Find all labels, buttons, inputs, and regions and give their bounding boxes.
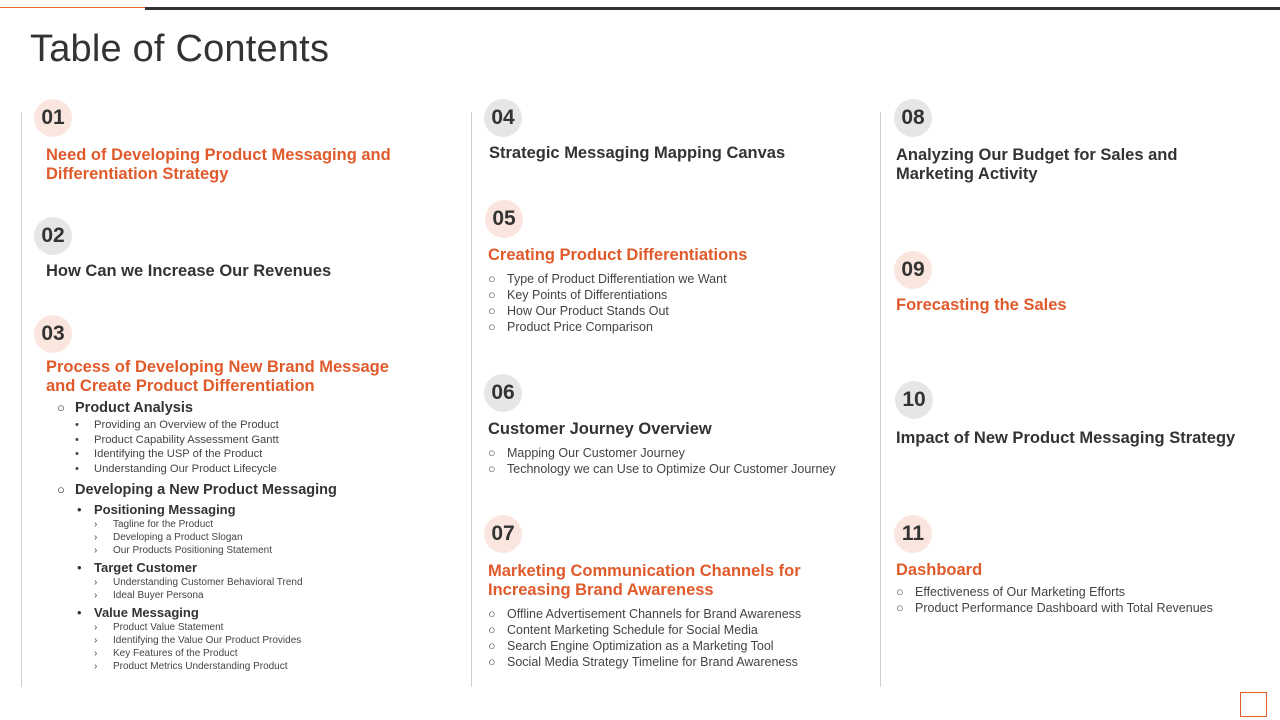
list-item-label: Effectiveness of Our Marketing Efforts bbox=[915, 585, 1126, 599]
list-item-label: Content Marketing Schedule for Social Media bbox=[507, 623, 758, 637]
circle-bullet-icon: ○ bbox=[488, 288, 496, 302]
list-item[interactable] bbox=[896, 600, 1213, 616]
list-item-label: Product Price Comparison bbox=[507, 320, 653, 334]
corner-square-decoration bbox=[1240, 692, 1267, 717]
list-item[interactable] bbox=[46, 544, 466, 557]
list-item[interactable] bbox=[46, 660, 466, 673]
chevron-right-icon: › bbox=[94, 648, 98, 659]
list-item-label: Ideal Buyer Persona bbox=[113, 590, 204, 601]
section-heading-11[interactable]: Dashboard bbox=[896, 561, 983, 579]
list-item[interactable] bbox=[46, 447, 466, 462]
top-accent-line bbox=[0, 7, 148, 8]
value-messaging-list bbox=[46, 621, 466, 673]
top-bar bbox=[145, 7, 1280, 10]
bullet-icon: • bbox=[77, 502, 82, 517]
section-05-list bbox=[488, 271, 727, 335]
subsection-label: Developing a New Product Messaging bbox=[75, 482, 337, 498]
circle-bullet-icon: ○ bbox=[57, 482, 65, 497]
circle-bullet-icon: ○ bbox=[488, 623, 496, 637]
circle-bullet-icon: ○ bbox=[488, 446, 496, 460]
product-analysis-list bbox=[46, 418, 466, 476]
list-item[interactable] bbox=[46, 531, 466, 544]
column-divider bbox=[21, 112, 22, 687]
section-heading-01[interactable]: Need of Developing Product Messaging and Differentiation Strategy bbox=[46, 146, 391, 183]
bullet-icon: • bbox=[77, 605, 82, 620]
target-customer-list bbox=[46, 576, 466, 602]
subgroup-label: Positioning Messaging bbox=[94, 502, 236, 517]
circle-bullet-icon: ○ bbox=[57, 400, 65, 415]
section-number-05: 05 bbox=[485, 200, 523, 238]
list-item-label: Identifying the USP of the Product bbox=[94, 448, 263, 460]
circle-bullet-icon: ○ bbox=[488, 607, 496, 621]
chevron-right-icon: › bbox=[94, 519, 98, 530]
list-item[interactable] bbox=[488, 271, 727, 287]
section-number-11: 11 bbox=[894, 515, 932, 553]
list-item-label: Product Performance Dashboard with Total Revenues bbox=[915, 601, 1213, 615]
section-07-list bbox=[488, 606, 801, 670]
section-number-01: 01 bbox=[34, 99, 72, 137]
list-item[interactable] bbox=[488, 461, 836, 477]
bullet-icon: • bbox=[77, 560, 82, 575]
chevron-right-icon: › bbox=[94, 532, 98, 543]
subgroup-positioning-messaging[interactable] bbox=[46, 502, 466, 518]
list-item[interactable] bbox=[488, 606, 801, 622]
list-item-label: Search Engine Optimization as a Marketing Tool bbox=[507, 639, 774, 653]
list-item-label: Offline Advertisement Channels for Brand Awareness bbox=[507, 607, 802, 621]
column-divider bbox=[880, 112, 881, 687]
list-item-label: Understanding Our Product Lifecycle bbox=[94, 462, 277, 475]
positioning-messaging-list bbox=[46, 518, 466, 557]
section-heading-04[interactable]: Strategic Messaging Mapping Canvas bbox=[489, 144, 786, 162]
circle-bullet-icon: ○ bbox=[488, 639, 496, 653]
section-heading-07[interactable]: Marketing Communication Channels for Increasing Brand Awareness bbox=[488, 562, 801, 599]
subgroup-label: Target Customer bbox=[94, 560, 198, 575]
list-item[interactable] bbox=[488, 287, 727, 303]
section-number-08: 08 bbox=[894, 99, 932, 137]
list-item-label: Our Products Positioning Statement bbox=[113, 545, 272, 556]
circle-bullet-icon: ○ bbox=[488, 304, 496, 318]
subgroup-target-customer[interactable] bbox=[46, 560, 466, 576]
bullet-icon: • bbox=[75, 433, 79, 446]
section-number-09: 09 bbox=[894, 251, 932, 289]
bullet-icon: • bbox=[75, 419, 79, 431]
section-number-04: 04 bbox=[484, 99, 522, 137]
list-item-label: Developing a Product Slogan bbox=[113, 532, 243, 543]
circle-bullet-icon: ○ bbox=[488, 320, 496, 334]
list-item[interactable] bbox=[488, 654, 801, 670]
list-item[interactable] bbox=[46, 589, 466, 602]
column-divider bbox=[471, 112, 472, 687]
list-item-label: Type of Product Differentiation we Want bbox=[507, 272, 727, 286]
section-heading-02[interactable]: How Can we Increase Our Revenues bbox=[46, 262, 332, 280]
list-item[interactable] bbox=[46, 418, 466, 433]
section-heading-10[interactable]: Impact of New Product Messaging Strategy bbox=[896, 429, 1236, 447]
list-item-label: Tagline for the Product bbox=[113, 519, 214, 530]
section-heading-03[interactable]: Process of Developing New Brand Message and Create Product Differentiation bbox=[46, 358, 389, 395]
list-item-label: Mapping Our Customer Journey bbox=[507, 446, 685, 460]
list-item[interactable] bbox=[488, 622, 801, 638]
list-item[interactable] bbox=[488, 638, 801, 654]
list-item[interactable] bbox=[488, 319, 727, 335]
bullet-icon: • bbox=[75, 462, 79, 475]
circle-bullet-icon: ○ bbox=[896, 601, 904, 615]
section-number-07: 07 bbox=[484, 515, 522, 553]
list-item-label: Product Metrics Understanding Product bbox=[113, 661, 288, 672]
list-item[interactable] bbox=[46, 576, 466, 589]
section-number-03: 03 bbox=[34, 315, 72, 353]
list-item-label: Product Value Statement bbox=[113, 622, 224, 633]
section-number-10: 10 bbox=[895, 381, 933, 419]
list-item-label: Product Capability Assessment Gantt bbox=[94, 433, 279, 446]
list-item-label: Providing an Overview of the Product bbox=[94, 419, 279, 431]
section-06-list bbox=[488, 445, 836, 477]
chevron-right-icon: › bbox=[94, 545, 98, 556]
section-number-02: 02 bbox=[34, 217, 72, 255]
circle-bullet-icon: ○ bbox=[896, 585, 904, 599]
section-heading-05[interactable]: Creating Product Differentiations bbox=[488, 246, 748, 264]
section-heading-08[interactable]: Analyzing Our Budget for Sales and Marketing Activity bbox=[896, 146, 1178, 183]
list-item-label: Understanding Customer Behavioral Trend bbox=[113, 577, 303, 588]
list-item[interactable] bbox=[46, 621, 466, 634]
subsection-product-analysis[interactable] bbox=[46, 399, 466, 417]
list-item-label: Social Media Strategy Timeline for Brand Awareness bbox=[507, 655, 798, 669]
circle-bullet-icon: ○ bbox=[488, 462, 496, 476]
circle-bullet-icon: ○ bbox=[488, 655, 496, 669]
section-11-list bbox=[896, 584, 1213, 616]
chevron-right-icon: › bbox=[94, 635, 98, 646]
subsection-developing-messaging[interactable] bbox=[46, 481, 466, 499]
section-heading-06[interactable]: Customer Journey Overview bbox=[488, 420, 712, 438]
subgroup-label: Value Messaging bbox=[94, 605, 199, 620]
subsection-label: Product Analysis bbox=[75, 400, 193, 416]
list-item[interactable] bbox=[896, 584, 1213, 600]
bullet-icon: • bbox=[75, 448, 79, 460]
chevron-right-icon: › bbox=[94, 590, 98, 601]
circle-bullet-icon: ○ bbox=[488, 272, 496, 286]
list-item[interactable] bbox=[488, 303, 727, 319]
list-item[interactable] bbox=[46, 634, 466, 647]
list-item[interactable] bbox=[46, 518, 466, 531]
page-title: Table of Contents bbox=[30, 28, 330, 70]
list-item-label: Identifying the Value Our Product Provides bbox=[113, 635, 302, 646]
chevron-right-icon: › bbox=[94, 622, 98, 633]
subgroup-value-messaging[interactable] bbox=[46, 605, 466, 621]
list-item-label: Key Points of Differentiations bbox=[507, 288, 668, 302]
chevron-right-icon: › bbox=[94, 577, 98, 588]
section-number-06: 06 bbox=[484, 374, 522, 412]
list-item[interactable] bbox=[488, 445, 836, 461]
list-item[interactable] bbox=[46, 433, 466, 448]
list-item[interactable] bbox=[46, 462, 466, 477]
list-item-label: Key Features of the Product bbox=[113, 648, 238, 659]
list-item-label: How Our Product Stands Out bbox=[507, 304, 669, 318]
list-item-label: Technology we can Use to Optimize Our Customer Journey bbox=[507, 462, 836, 476]
section-heading-09[interactable]: Forecasting the Sales bbox=[896, 296, 1067, 314]
section-03-details bbox=[46, 399, 466, 673]
chevron-right-icon: › bbox=[94, 661, 98, 672]
list-item[interactable] bbox=[46, 647, 466, 660]
